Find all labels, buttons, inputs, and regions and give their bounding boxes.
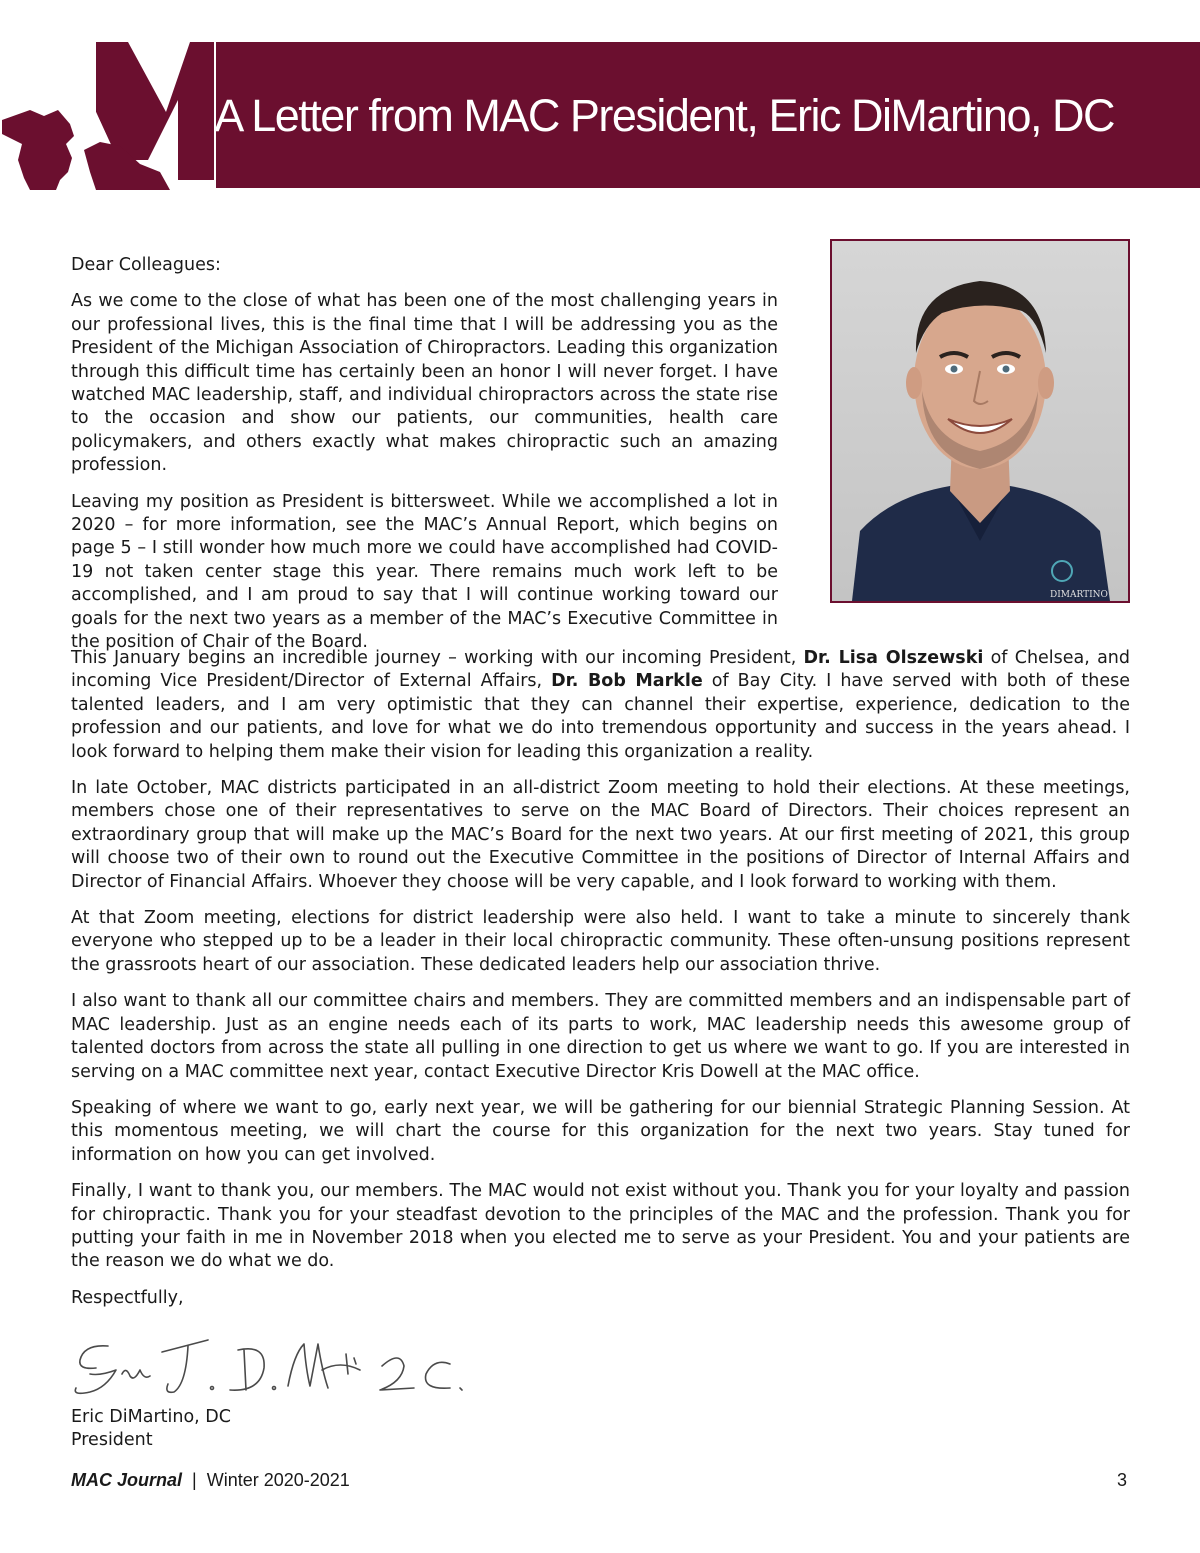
president-portrait-photo [830,239,1130,603]
paragraph-3: This January begins an incredible journey – working with our incoming President, Dr. Lisa Olszewski of Chelsea, and incoming Vice President/Director of External Affairs, Dr. Bob Markle of Bay City. I have served with both of these talented leaders, and I am very optimistic that they can channel their expertise, experience, dedication to the profession and our patients, and love for what we do into tremendous opportunity and success in the years ahead. I look forward to helping them make their vision for leading this organization a reality. [71,648,1131,762]
paragraph-8: Finally, I want to thank you, our members. The MAC would not exist without you. Thank you for your loyalty and passion for chiropractic. Thank you for your steadfast devotion to the principles of the MAC and the profession. Thank you for putting your faith in me in November 2018 when you elected me to serve as your President. You and your patients are the reason we do what we do. [71,1181,1130,1272]
paragraph-1: As we come to the close of what has been one of the most challenging years in our professional lives, this is the final time that I will be addressing you as the President of the Michigan Association of Chiropractors. Leading this organization through this difficult time has certainly been an honor I will never forget. I have watched MAC leadership, staff, and individual chiropractors across the state rise to the occasion and show our patients, our communities, health care policymakers, and others exactly what makes chiropractic such an amazing profession. [71,291,778,476]
page-footer [71,1470,1127,1498]
paragraph-2: Leaving my position as President is bittersweet. While we accomplished a lot in 2020 – for more information, see the MAC’s Annual Report, which begins on page 5 – I still wonder how much more we could have accomplished had COVID-19 not taken center stage this year. There remains much work left to be accomplished, and I am proud to say that I will continue working toward our goals for the next two years as a member of the MAC’s Executive Committee in the position of Chair of the Board. [71,491,778,653]
incoming-president-name: Dr. Lisa Olszewski [803,648,984,668]
header-banner [0,42,1200,188]
signer-block [71,1406,231,1453]
signer-title: President [71,1430,153,1451]
handwritten-signature [70,1330,470,1398]
incoming-vp-name: Dr. Bob Markle [551,671,703,692]
journal-name: MAC Journal [71,1470,183,1490]
paragraph-4: In late October, MAC districts participated in an all-district Zoom meeting to hold their elections. At these meetings, members chose one of their representatives to serve on the MAC Board of Directors. Their choices represent an extraordinary group that will make up the MAC’s Board for the next two years. At our first meeting of 2021, this group will choose two of their own to round out the Executive Committee in the positions of Director of Internal Affairs and Director of Financial Affairs. Whoever they choose will be very capable, and I look forward to working with them. [71,778,1130,892]
footer-separator: | [192,1470,197,1490]
letter-body [71,647,1130,1310]
paragraph-6: I also want to thank all our committee chairs and members. They are committed members and an indispensable part of MAC leadership. Just as an engine needs each of its parts to work, MAC leadership needs this awesome group of talented doctors from across the state all pulling in one direction to get us where we want to go. If you are interested in serving on a MAC committee next year, contact Executive Director Kris Dowell at the MAC office. [71,991,1130,1082]
page-title: A Letter from MAC President, Eric DiMartino, DC [214,90,1114,141]
letter-intro [71,254,778,655]
paragraph-5: At that Zoom meeting, elections for district leadership were also held. I want to take a minute to sincerely thank everyone who stepped up to be a leader in their local chiropractic community. These often-unsung positions represent the grassroots heart of our association. These dedicated leaders help our association thrive. [71,908,1130,975]
paragraph-7: Speaking of where we want to go, early next year, we will be gathering for our biennial Strategic Planning Session. At this momentous meeting, we will chart the course for this organization for the next two years. Stay tuned for information on how you can get involved. [71,1097,1130,1165]
closing: Respectfully, [71,1287,184,1308]
salutation: Dear Colleagues: [71,255,221,275]
shirt-logo-text: DIMARTINO [1050,590,1108,600]
signer-name: Eric DiMartino, DC [71,1407,231,1427]
page-number: 3 [1116,1470,1127,1490]
issue-date: Winter 2020-2021 [206,1470,350,1490]
